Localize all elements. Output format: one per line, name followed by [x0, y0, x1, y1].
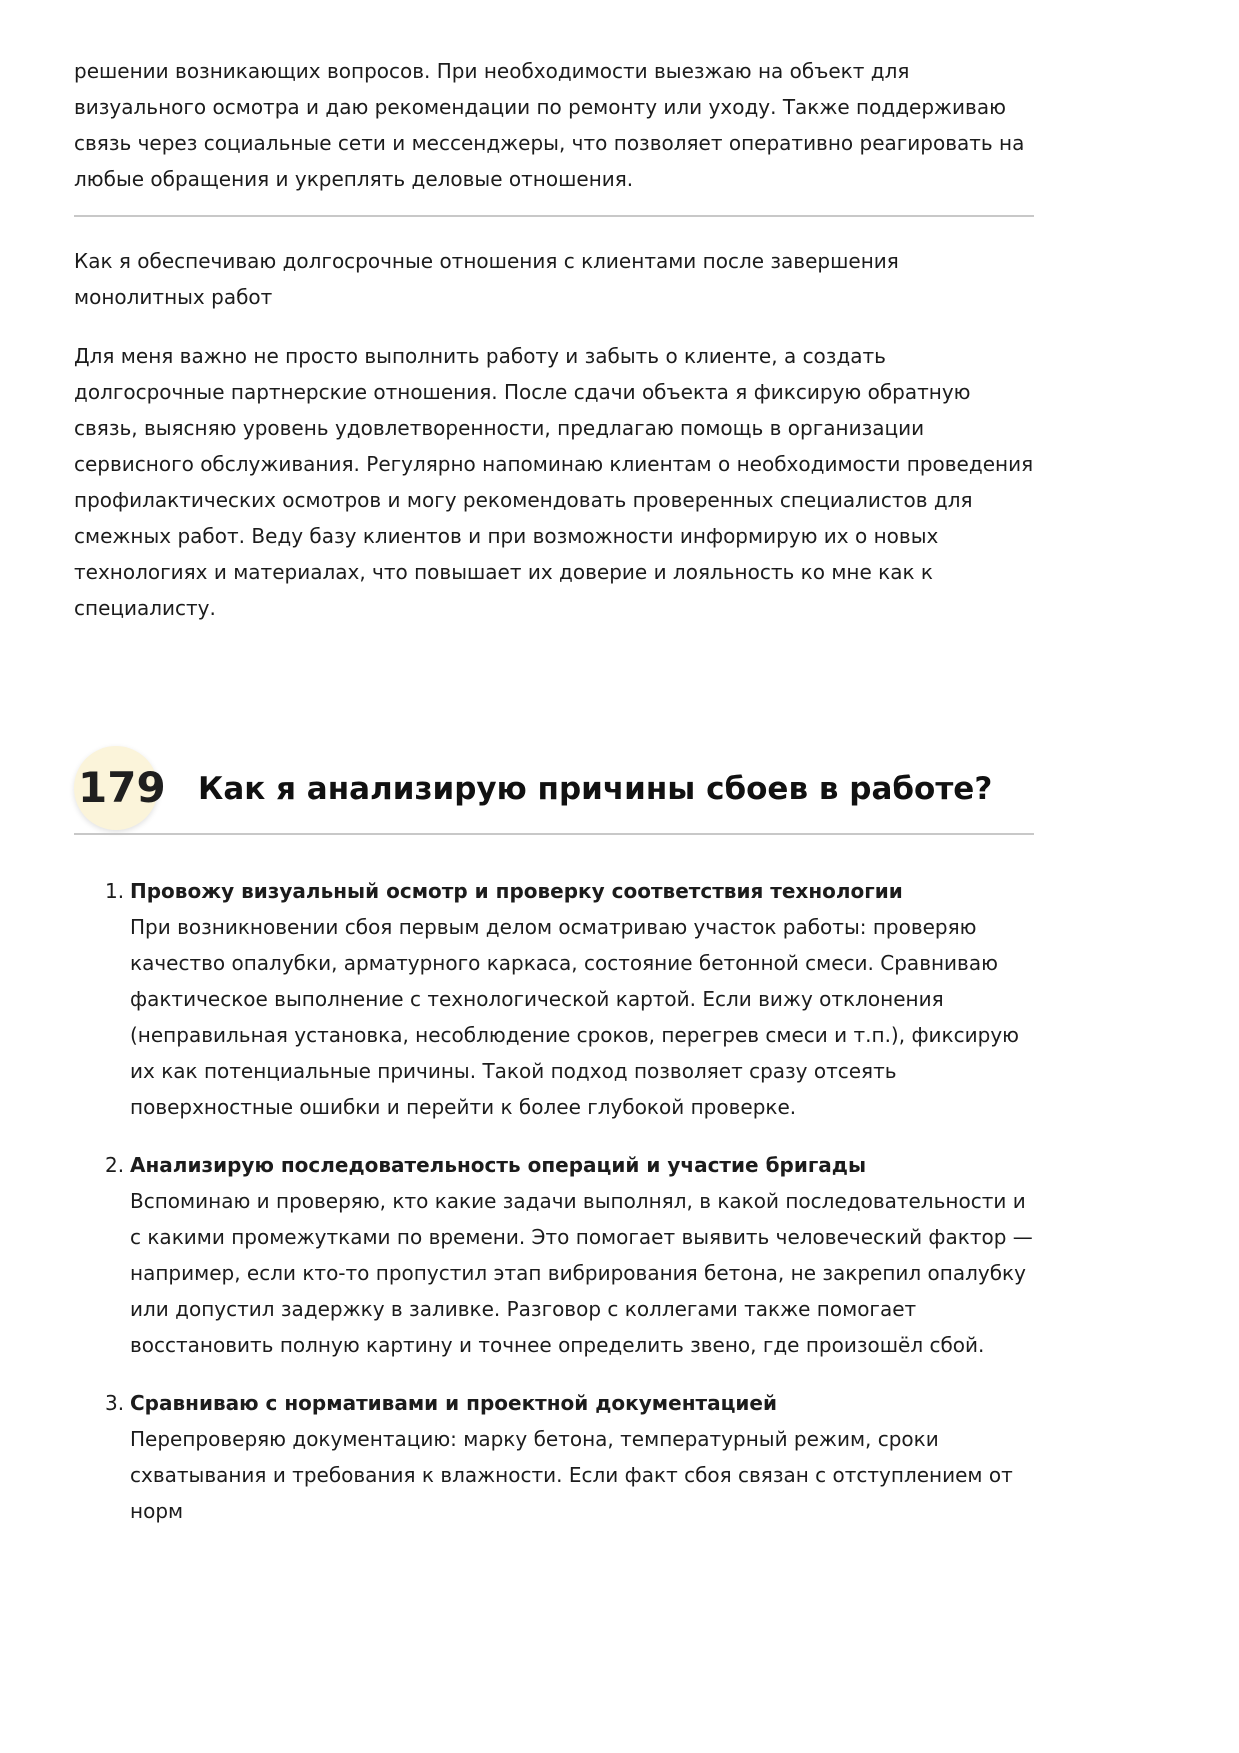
list-item-number: 2. [105, 1153, 125, 1177]
list-item-number: 3. [105, 1391, 125, 1415]
section-divider [74, 833, 1034, 835]
list-item-number: 1. [105, 879, 125, 903]
list-item-title: Провожу визуальный осмотр и проверку соответствия технологии [130, 879, 903, 903]
section-number: 179 [78, 763, 166, 812]
list-item-title: Анализирую последовательность операций и участие бригады [130, 1153, 867, 1177]
section-heading [74, 740, 1034, 836]
divider [74, 215, 1034, 217]
paragraph-continuation: решении возникающих вопросов. При необходимости выезжаю на объект для визуального осмотра и даю рекомендации по ремонту или уходу. Также поддерживаю связь через социальные сети и мессенджеры, что позволяет оперативно реагировать на любые обращения и укреплять деловые отношения. [74, 59, 1025, 191]
list-item-body: Вспоминаю и проверяю, кто какие задачи выполнял, в какой последовательности и с какими промежутками по времени. Это помогает выявить человеческий фактор — например, если кто-то пропустил этап вибрирования бетона, не закрепил опалубку или допустил задержку в заливке. Разговор с коллегами также помогает восстановить полную картину и точнее определить звено, где произошёл сбой. [130, 1189, 1033, 1357]
list-item [74, 1147, 1034, 1363]
answer-paragraph: Для меня важно не просто выполнить работу и забыть о клиенте, а создать долгосрочные партнерские отношения. После сдачи объекта я фиксирую обратную связь, выясняю уровень удовлетворенности, предлагаю помощь в организации сервисного обслуживания. Регулярно напоминаю клиентам о необходимости проведения профилактических осмотров и могу рекомендовать проверенных специалистов для смежных работ. Веду базу клиентов и при возможности информирую их о новых технологиях и материалах, что повышает их доверие и лояльность ко мне как к специалисту. [74, 344, 1034, 620]
list-item-body: Перепроверяю документацию: марку бетона, температурный режим, сроки схватывания и требования к влажности. Если факт сбоя связан с отступлением от норм [130, 1427, 1013, 1523]
list-item-body: При возникновении сбоя первым делом осматриваю участок работы: проверяю качество опалубки, арматурного каркаса, состояние бетонной смеси. Сравниваю фактическое выполнение с технологической картой. Если вижу отклонения (неправильная установка, несоблюдение сроков, перегрев смеси и т.п.), фиксирую их как потенциальные причины. Такой подход позволяет сразу отсеять поверхностные ошибки и перейти к более глубокой проверке. [130, 915, 1019, 1119]
list-item-title: Сравниваю с нормативами и проектной документацией [130, 1391, 778, 1415]
list-item [74, 873, 1034, 1125]
question-heading: Как я обеспечиваю долгосрочные отношения с клиентами после завершения монолитных работ [74, 249, 899, 309]
section-title: Как я анализирую причины сбоев в работе? [198, 771, 993, 807]
causes-list [74, 873, 1034, 1551]
list-item [74, 1385, 1034, 1529]
